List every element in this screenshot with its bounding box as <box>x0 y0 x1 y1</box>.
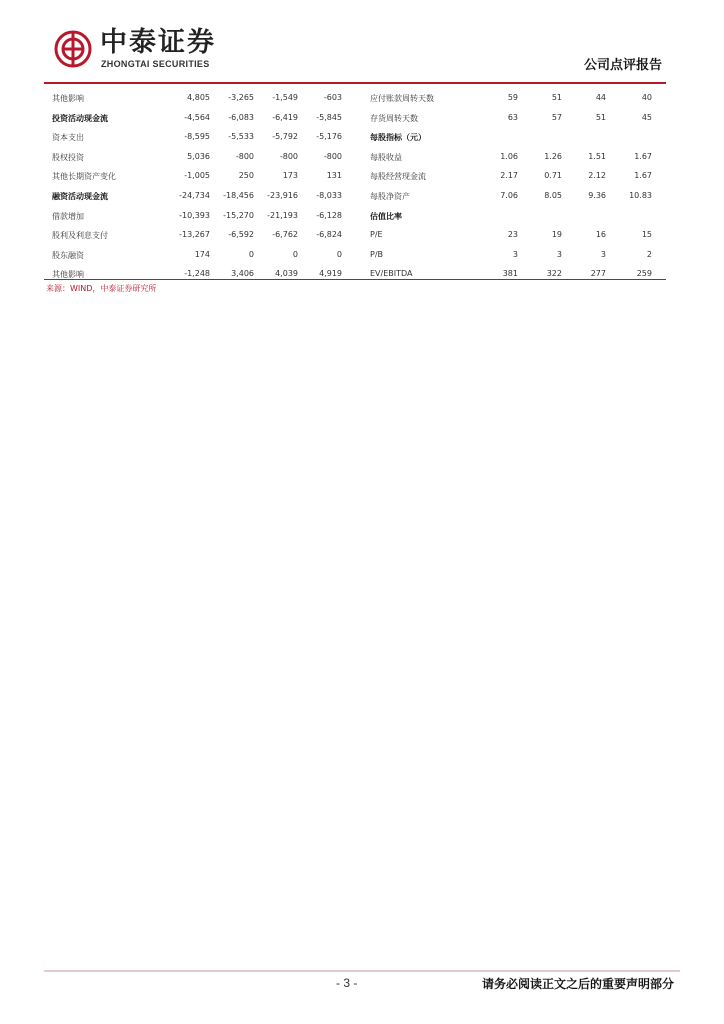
cell-value: 2.12 <box>588 171 606 181</box>
cell-value: 4,805 <box>187 93 210 102</box>
cell-value: -6,083 <box>228 112 254 122</box>
cell-value: 259 <box>636 269 652 279</box>
row-label: 每股指标（元） <box>370 133 426 143</box>
cell-value: 1.67 <box>634 151 652 161</box>
cell-value: 7.06 <box>500 190 518 200</box>
cell-value: 59 <box>507 93 518 102</box>
cell-value: 3 <box>512 249 518 259</box>
row-label: 每股收益 <box>370 152 402 162</box>
cell-value: 381 <box>502 269 518 279</box>
cell-value: 174 <box>194 249 210 259</box>
cell-value: 0 <box>336 249 342 259</box>
cell-value: -23,916 <box>267 190 298 200</box>
cell-value: 5,036 <box>187 151 210 161</box>
table-row <box>44 246 666 266</box>
cell-value: 131 <box>326 171 342 181</box>
cell-value: 1.67 <box>634 171 652 181</box>
row-label: 其他影响 <box>52 94 84 103</box>
cell-value: 277 <box>590 269 606 279</box>
cell-value: 3 <box>600 249 606 259</box>
cell-value: -15,270 <box>223 210 254 220</box>
cell-value: 3,406 <box>231 269 254 279</box>
cell-value: 63 <box>507 112 518 122</box>
cell-value: -6,128 <box>316 210 342 220</box>
zhongtai-logo-icon <box>54 30 92 68</box>
row-label: 股权投资 <box>52 152 84 162</box>
cell-value: -8,595 <box>184 132 210 142</box>
cell-value: -6,762 <box>272 230 298 240</box>
logo-english-name: ZHONGTAI SECURITIES <box>101 59 210 69</box>
table-row <box>44 89 666 109</box>
report-type-label: 公司点评报告 <box>583 58 662 73</box>
logo-chinese-name: 中泰证券 <box>100 27 216 58</box>
cell-value: -10,393 <box>179 210 210 220</box>
cell-value: 8.05 <box>544 190 562 200</box>
cell-value: -603 <box>323 93 342 102</box>
cell-value: -8,033 <box>316 190 342 200</box>
row-label: 融资活动现金流 <box>52 191 108 201</box>
table-row <box>44 265 666 285</box>
cell-value: -21,193 <box>267 210 298 220</box>
page-number: - 3 - <box>336 976 358 990</box>
cell-value: -13,267 <box>179 230 210 240</box>
cell-value: 0.71 <box>544 171 562 181</box>
row-label: 股利及利息支付 <box>52 231 108 241</box>
cell-value: 4,919 <box>319 269 342 279</box>
cell-value: 44 <box>595 93 606 102</box>
cell-value: 45 <box>641 112 652 122</box>
row-label: 其他影响 <box>52 270 84 280</box>
cell-value: 15 <box>641 230 652 240</box>
cell-value: 9.36 <box>588 190 606 200</box>
table-row <box>44 148 666 168</box>
cell-value: -6,419 <box>272 112 298 122</box>
cell-value: 19 <box>551 230 562 240</box>
table-row <box>44 109 666 129</box>
table-row <box>44 226 666 246</box>
cell-value: 2.17 <box>500 171 518 181</box>
cell-value: -18,456 <box>223 190 254 200</box>
cell-value: -5,533 <box>228 132 254 142</box>
row-label: 估值比率 <box>370 211 402 221</box>
cell-value: 0 <box>292 249 298 259</box>
table-row <box>44 167 666 187</box>
source-note: 来源：WIND，中泰证券研究所 <box>46 284 157 293</box>
cell-value: -5,792 <box>272 132 298 142</box>
company-logo <box>54 27 234 73</box>
disclaimer-note: 请务必阅读正文之后的重要声明部分 <box>481 977 674 991</box>
cell-value: -6,824 <box>316 230 342 240</box>
cell-value: 1.06 <box>500 151 518 161</box>
row-label: 每股净资产 <box>370 191 410 201</box>
row-label: EV/EBITDA <box>370 269 413 279</box>
row-label: P/E <box>370 230 383 240</box>
row-label: 每股经营现金流 <box>370 172 426 182</box>
cell-value: 40 <box>641 93 652 102</box>
row-label: 存货周转天数 <box>370 113 418 123</box>
table-row <box>44 207 666 227</box>
cell-value: -800 <box>323 151 342 161</box>
cell-value: 2 <box>646 249 652 259</box>
cell-value: -3,265 <box>228 93 254 102</box>
cell-value: 3 <box>556 249 562 259</box>
cell-value: 173 <box>282 171 298 181</box>
page-header <box>0 0 724 86</box>
cell-value: 10.83 <box>629 190 652 200</box>
cell-value: -24,734 <box>179 190 210 200</box>
cell-value: 51 <box>551 93 562 102</box>
cell-value: 57 <box>551 112 562 122</box>
row-label: 借款增加 <box>52 211 84 221</box>
cell-value: -800 <box>279 151 298 161</box>
cell-value: 322 <box>546 269 562 279</box>
row-label: 投资活动现金流 <box>52 113 108 123</box>
cell-value: -5,176 <box>316 132 342 142</box>
cell-value: 250 <box>238 171 254 181</box>
cell-value: -6,592 <box>228 230 254 240</box>
cell-value: 0 <box>248 249 254 259</box>
cell-value: 1.26 <box>544 151 562 161</box>
cell-value: -1,549 <box>272 93 298 102</box>
cell-value: 16 <box>595 230 606 240</box>
row-label: 股东融资 <box>52 250 84 260</box>
table-bottom-divider <box>44 279 666 280</box>
cell-value: 51 <box>595 112 606 122</box>
cell-value: 4,039 <box>275 269 298 279</box>
row-label: 应付账款周转天数 <box>370 94 434 103</box>
cell-value: -5,845 <box>316 112 342 122</box>
cell-value: 1.51 <box>588 151 606 161</box>
financial-table <box>44 89 666 285</box>
row-label: 资本支出 <box>52 133 84 143</box>
row-label: 其他长期资产变化 <box>52 172 116 182</box>
cell-value: -1,248 <box>184 269 210 279</box>
table-row <box>44 187 666 207</box>
footer-divider <box>44 970 680 972</box>
row-label: P/B <box>370 249 384 259</box>
cell-value: -4,564 <box>184 112 210 122</box>
cell-value: -800 <box>235 151 254 161</box>
cell-value: 23 <box>507 230 518 240</box>
table-row <box>44 128 666 148</box>
header-divider <box>44 82 666 84</box>
cell-value: -1,005 <box>184 171 210 181</box>
